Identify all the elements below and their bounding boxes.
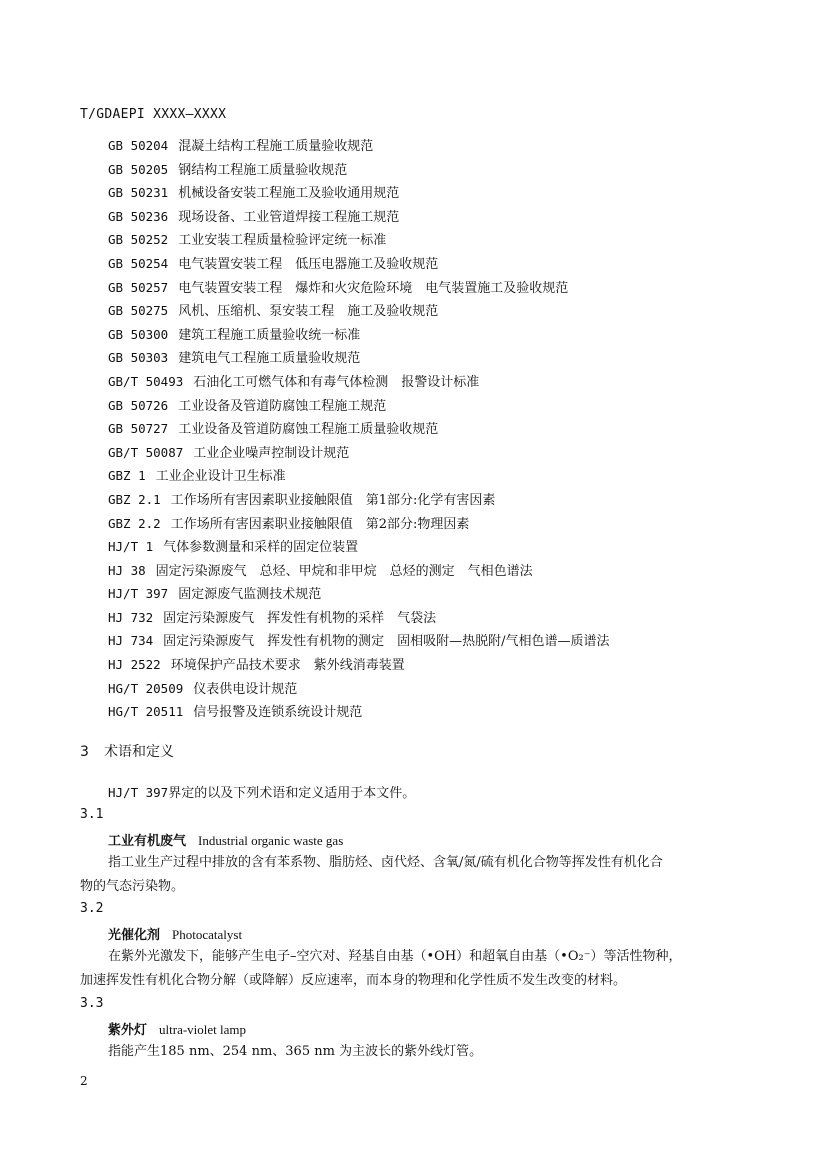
reference-title: 建筑工程施工质量验收统一标准 xyxy=(178,327,361,343)
reference-title: 固定污染源废气 挥发性有机物的采样 气袋法 xyxy=(163,610,437,626)
reference-item xyxy=(108,677,610,701)
reference-title: 气体参数测量和采样的固定位装置 xyxy=(163,540,359,556)
term-definition-line: 在紫外光激发下，能够产生电子–空穴对、羟基自由基（•OH）和超氧自由基（•O₂⁻）等活性物种， xyxy=(108,949,682,964)
reference-title: 工业企业噪声控制设计规范 xyxy=(193,445,350,461)
reference-code: GBZ 1 xyxy=(108,468,146,484)
reference-title: 工业设备及管道防腐蚀工程施工规范 xyxy=(178,398,387,414)
reference-item xyxy=(108,205,610,229)
section-title: 术语和定义 xyxy=(104,744,174,760)
reference-item xyxy=(108,512,610,536)
reference-code: GB 50205 xyxy=(108,161,169,177)
reference-code: HJ 2522 xyxy=(108,657,161,673)
reference-item xyxy=(108,464,610,488)
reference-code: GB 50275 xyxy=(108,303,169,319)
reference-title: 工业企业设计卫生标准 xyxy=(155,469,286,485)
reference-title: 工作场所有害因素职业接触限值 第1部分:化学有害因素 xyxy=(170,492,496,508)
reference-code: GB 50300 xyxy=(108,326,169,342)
reference-title: 固定污染源废气 挥发性有机物的测定 固相吸附—热脱附/气相色谱—质谱法 xyxy=(163,634,610,650)
reference-code: HJ 732 xyxy=(108,609,154,625)
reference-code: GB 50254 xyxy=(108,255,169,271)
reference-item xyxy=(108,606,610,630)
reference-item xyxy=(108,276,610,300)
term-zh: 紫外灯 xyxy=(108,1023,148,1038)
reference-code: GB/T 50493 xyxy=(108,373,184,389)
reference-title: 固定源废气监测技术规范 xyxy=(178,587,322,603)
intro-standard-code: HJ/T 397 xyxy=(108,785,169,800)
reference-code: HJ 38 xyxy=(108,562,146,578)
normative-references-list xyxy=(108,134,610,724)
reference-code: GB 50231 xyxy=(108,185,169,201)
reference-item xyxy=(108,700,610,724)
reference-item xyxy=(108,299,610,323)
reference-code: GB 50236 xyxy=(108,208,169,224)
reference-code: GB/T 50087 xyxy=(108,444,184,460)
term-en: ultra-violet lamp xyxy=(159,1022,247,1037)
reference-item xyxy=(108,181,610,205)
reference-title: 混凝土结构工程施工质量验收规范 xyxy=(178,139,374,154)
term-en: Photocatalyst xyxy=(172,927,243,942)
term-definition-line: 加速挥发性有机化合物分解（或降解）反应速率，而本身的物理和化学性质不发生改变的材料。 xyxy=(80,973,627,988)
reference-item xyxy=(108,346,610,370)
reference-code: GBZ 2.1 xyxy=(108,491,161,507)
term-definition-line: 指工业生产过程中排放的含有苯系物、脂肪烃、卤代烃、含氧/氮/硫有机化合物等挥发性有机化合 xyxy=(108,855,663,870)
term-zh: 工业有机废气 xyxy=(108,834,187,849)
term-definition-line: 物的气态污染物。 xyxy=(80,879,185,894)
section-intro xyxy=(108,782,415,801)
reference-item xyxy=(108,323,610,347)
reference-code: GB 50726 xyxy=(108,397,169,413)
reference-title: 电气装置安装工程 爆炸和火灾危险环境 电气装置施工及验收规范 xyxy=(178,280,569,296)
reference-title: 仪表供电设计规范 xyxy=(193,681,298,697)
term-definition-line: 指能产生185 nm、254 nm、365 nm 为主波长的紫外线灯管。 xyxy=(108,1044,483,1059)
reference-item xyxy=(108,158,610,182)
reference-item xyxy=(108,252,610,276)
term-heading xyxy=(108,1019,246,1038)
reference-item xyxy=(108,394,610,418)
intro-text: 界定的以及下列术语和定义适用于本文件。 xyxy=(168,786,416,801)
term-number: 3.2 xyxy=(80,901,104,916)
term-number: 3.1 xyxy=(80,807,104,822)
reference-item xyxy=(108,582,610,606)
reference-code: HJ 734 xyxy=(108,633,154,649)
term-heading xyxy=(108,924,242,943)
reference-title: 工业安装工程质量检验评定统一标准 xyxy=(178,233,387,249)
reference-title: 信号报警及连锁系统设计规范 xyxy=(193,705,363,721)
reference-title: 环境保护产品技术要求 紫外线消毒装置 xyxy=(170,658,405,674)
reference-title: 固定污染源废气 总烃、甲烷和非甲烷 总烃的测定 气相色谱法 xyxy=(155,563,533,579)
reference-item xyxy=(108,535,610,559)
reference-code: GB 50727 xyxy=(108,421,169,437)
reference-code: GB 50257 xyxy=(108,279,169,295)
reference-code: GBZ 2.2 xyxy=(108,515,161,531)
reference-code: HJ/T 397 xyxy=(108,586,169,602)
reference-title: 工业设备及管道防腐蚀工程施工质量验收规范 xyxy=(178,422,439,438)
term-heading xyxy=(108,830,343,849)
reference-code: HG/T 20509 xyxy=(108,680,184,696)
term-zh: 光催化剂 xyxy=(108,928,161,943)
document-id-header: T/GDAEPI XXXX—XXXX xyxy=(80,107,227,122)
reference-code: GB 50204 xyxy=(108,138,169,153)
reference-code: HG/T 20511 xyxy=(108,704,184,720)
reference-title: 风机、压缩机、泵安装工程 施工及验收规范 xyxy=(178,304,439,320)
section-heading xyxy=(80,741,174,761)
term-number: 3.3 xyxy=(80,996,104,1011)
reference-code: GB 50252 xyxy=(108,232,169,248)
reference-title: 钢结构工程施工质量验收规范 xyxy=(178,162,348,178)
reference-item xyxy=(108,370,610,394)
section-number: 3 xyxy=(80,744,89,760)
reference-code: HJ/T 1 xyxy=(108,539,154,555)
reference-item xyxy=(108,134,610,158)
reference-item xyxy=(108,228,610,252)
reference-item xyxy=(108,441,610,465)
reference-item xyxy=(108,417,610,441)
reference-title: 工作场所有害因素职业接触限值 第2部分:物理因素 xyxy=(170,516,470,532)
reference-title: 石油化工可燃气体和有毒气体检测 报警设计标准 xyxy=(193,374,480,390)
reference-title: 机械设备安装工程施工及验收通用规范 xyxy=(178,186,400,202)
reference-item xyxy=(108,559,610,583)
reference-item xyxy=(108,629,610,653)
term-en: Industrial organic waste gas xyxy=(198,833,344,848)
page-number: 2 xyxy=(80,1074,88,1088)
reference-item xyxy=(108,488,610,512)
reference-code: GB 50303 xyxy=(108,350,169,366)
reference-title: 电气装置安装工程 低压电器施工及验收规范 xyxy=(178,256,439,272)
reference-title: 现场设备、工业管道焊接工程施工规范 xyxy=(178,209,400,225)
reference-item xyxy=(108,653,610,677)
reference-title: 建筑电气工程施工质量验收规范 xyxy=(178,351,361,367)
